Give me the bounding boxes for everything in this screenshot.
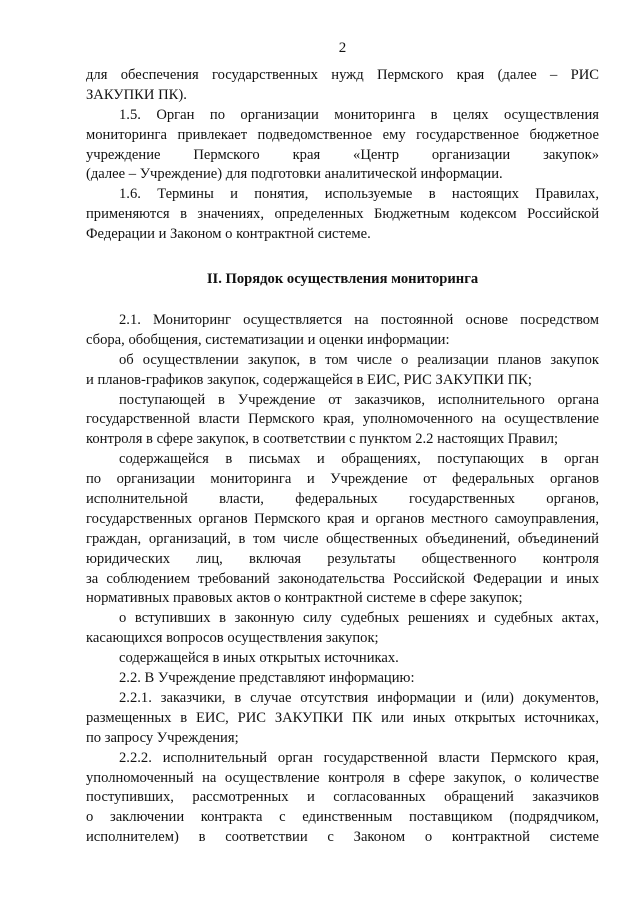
text-line: учреждение Пермского края «Центр организации закупок» (86, 146, 599, 163)
text-line: нормативных правовых актов о контрактной системе в сфере закупок; (86, 590, 523, 607)
text-line: за соблюдением требований законодательства Российской Федерации и иных (86, 570, 599, 587)
text-line: содержащейся в письмах и обращениях, поступающих в орган (119, 451, 599, 468)
intro-paragraphs (86, 66, 599, 245)
text-line: и планов-графиков закупок, содержащейся в ЕИС, РИС ЗАКУПКИ ПК; (86, 371, 532, 388)
text-line: размещенных в ЕИС, РИС ЗАКУПКИ ПК или иных открытых источниках, (86, 709, 599, 726)
text-line: 1.6. Термины и понятия, используемые в настоящих Правилах, (119, 186, 599, 203)
text-line: государственных органов Пермского края и органов местного самоуправления, (86, 510, 599, 527)
text-line: 2.2.1. заказчики, в случае отсутствия информации и (или) документов, (119, 689, 599, 706)
text-line: 2.2. В Учреждение представляют информацию: (119, 670, 415, 687)
document-page (86, 38, 599, 848)
text-line: мониторинга привлекает подведомственное ему государственное бюджетное (86, 126, 599, 143)
text-line: для обеспечения государственных нужд Пермского края (далее – РИС (86, 67, 599, 83)
text-line: уполномоченный на осуществление контроля в сфере закупок, о количестве (86, 769, 599, 786)
text-line: граждан, организаций, в том числе общественных объединений, объединений (86, 530, 599, 547)
text-line: исполнительной власти, федеральных государственных органов, (86, 491, 599, 508)
text-line: 2.2.2. исполнительный орган государственной власти Пермского края, (119, 749, 599, 766)
text-line: контроля в сфере закупок, в соответствии с пунктом 2.2 настоящих Правил; (86, 431, 559, 448)
text-line: сбора, обобщения, систематизации и оценки информации: (86, 331, 450, 348)
text-line: содержащейся в иных открытых источниках. (119, 650, 399, 667)
section-body (86, 311, 599, 848)
text-line: 1.5. Орган по организации мониторинга в целях осуществления (119, 106, 599, 123)
text-line: об осуществлении закупок, в том числе о реализации планов закупок (119, 351, 599, 368)
text-line: поступающей в Учреждение от заказчиков, исполнительного органа (119, 391, 599, 408)
text-line: по организации мониторинга и Учреждение от федеральных органов (86, 471, 599, 488)
page-number: 2 (338, 40, 347, 56)
text-line: исполнителем) в соответствии с Законом о контрактной системе (86, 829, 599, 846)
text-line: поступивших, рассмотренных и согласованных обращений заказчиков (86, 789, 599, 806)
text-line: по запросу Учреждения; (86, 729, 239, 746)
text-line: юридических лиц, включая результаты общественного контроля (86, 550, 599, 567)
text-line: применяются в значениях, определенных Бюджетным кодексом Российской (86, 206, 599, 223)
text-line: государственной власти Пермского края, уполномоченного на осуществление (86, 411, 599, 428)
text-line: ЗАКУПКИ ПК). (86, 86, 187, 103)
text-line: о заключении контракта с единственным поставщиком (подрядчиком, (86, 809, 599, 826)
text-line: (далее – Учреждение) для подготовки аналитической информации. (86, 166, 503, 183)
text-line: 2.1. Мониторинг осуществляется на постоянной основе посредством (119, 312, 599, 329)
text-line: о вступивших в законную силу судебных решениях и судебных актах, (119, 610, 599, 627)
text-line: Федерации и Законом о контрактной системе. (86, 226, 371, 243)
text-line: касающихся вопросов осуществления закупок; (86, 630, 379, 647)
section-heading: II. Порядок осуществления мониторинга (206, 271, 479, 288)
